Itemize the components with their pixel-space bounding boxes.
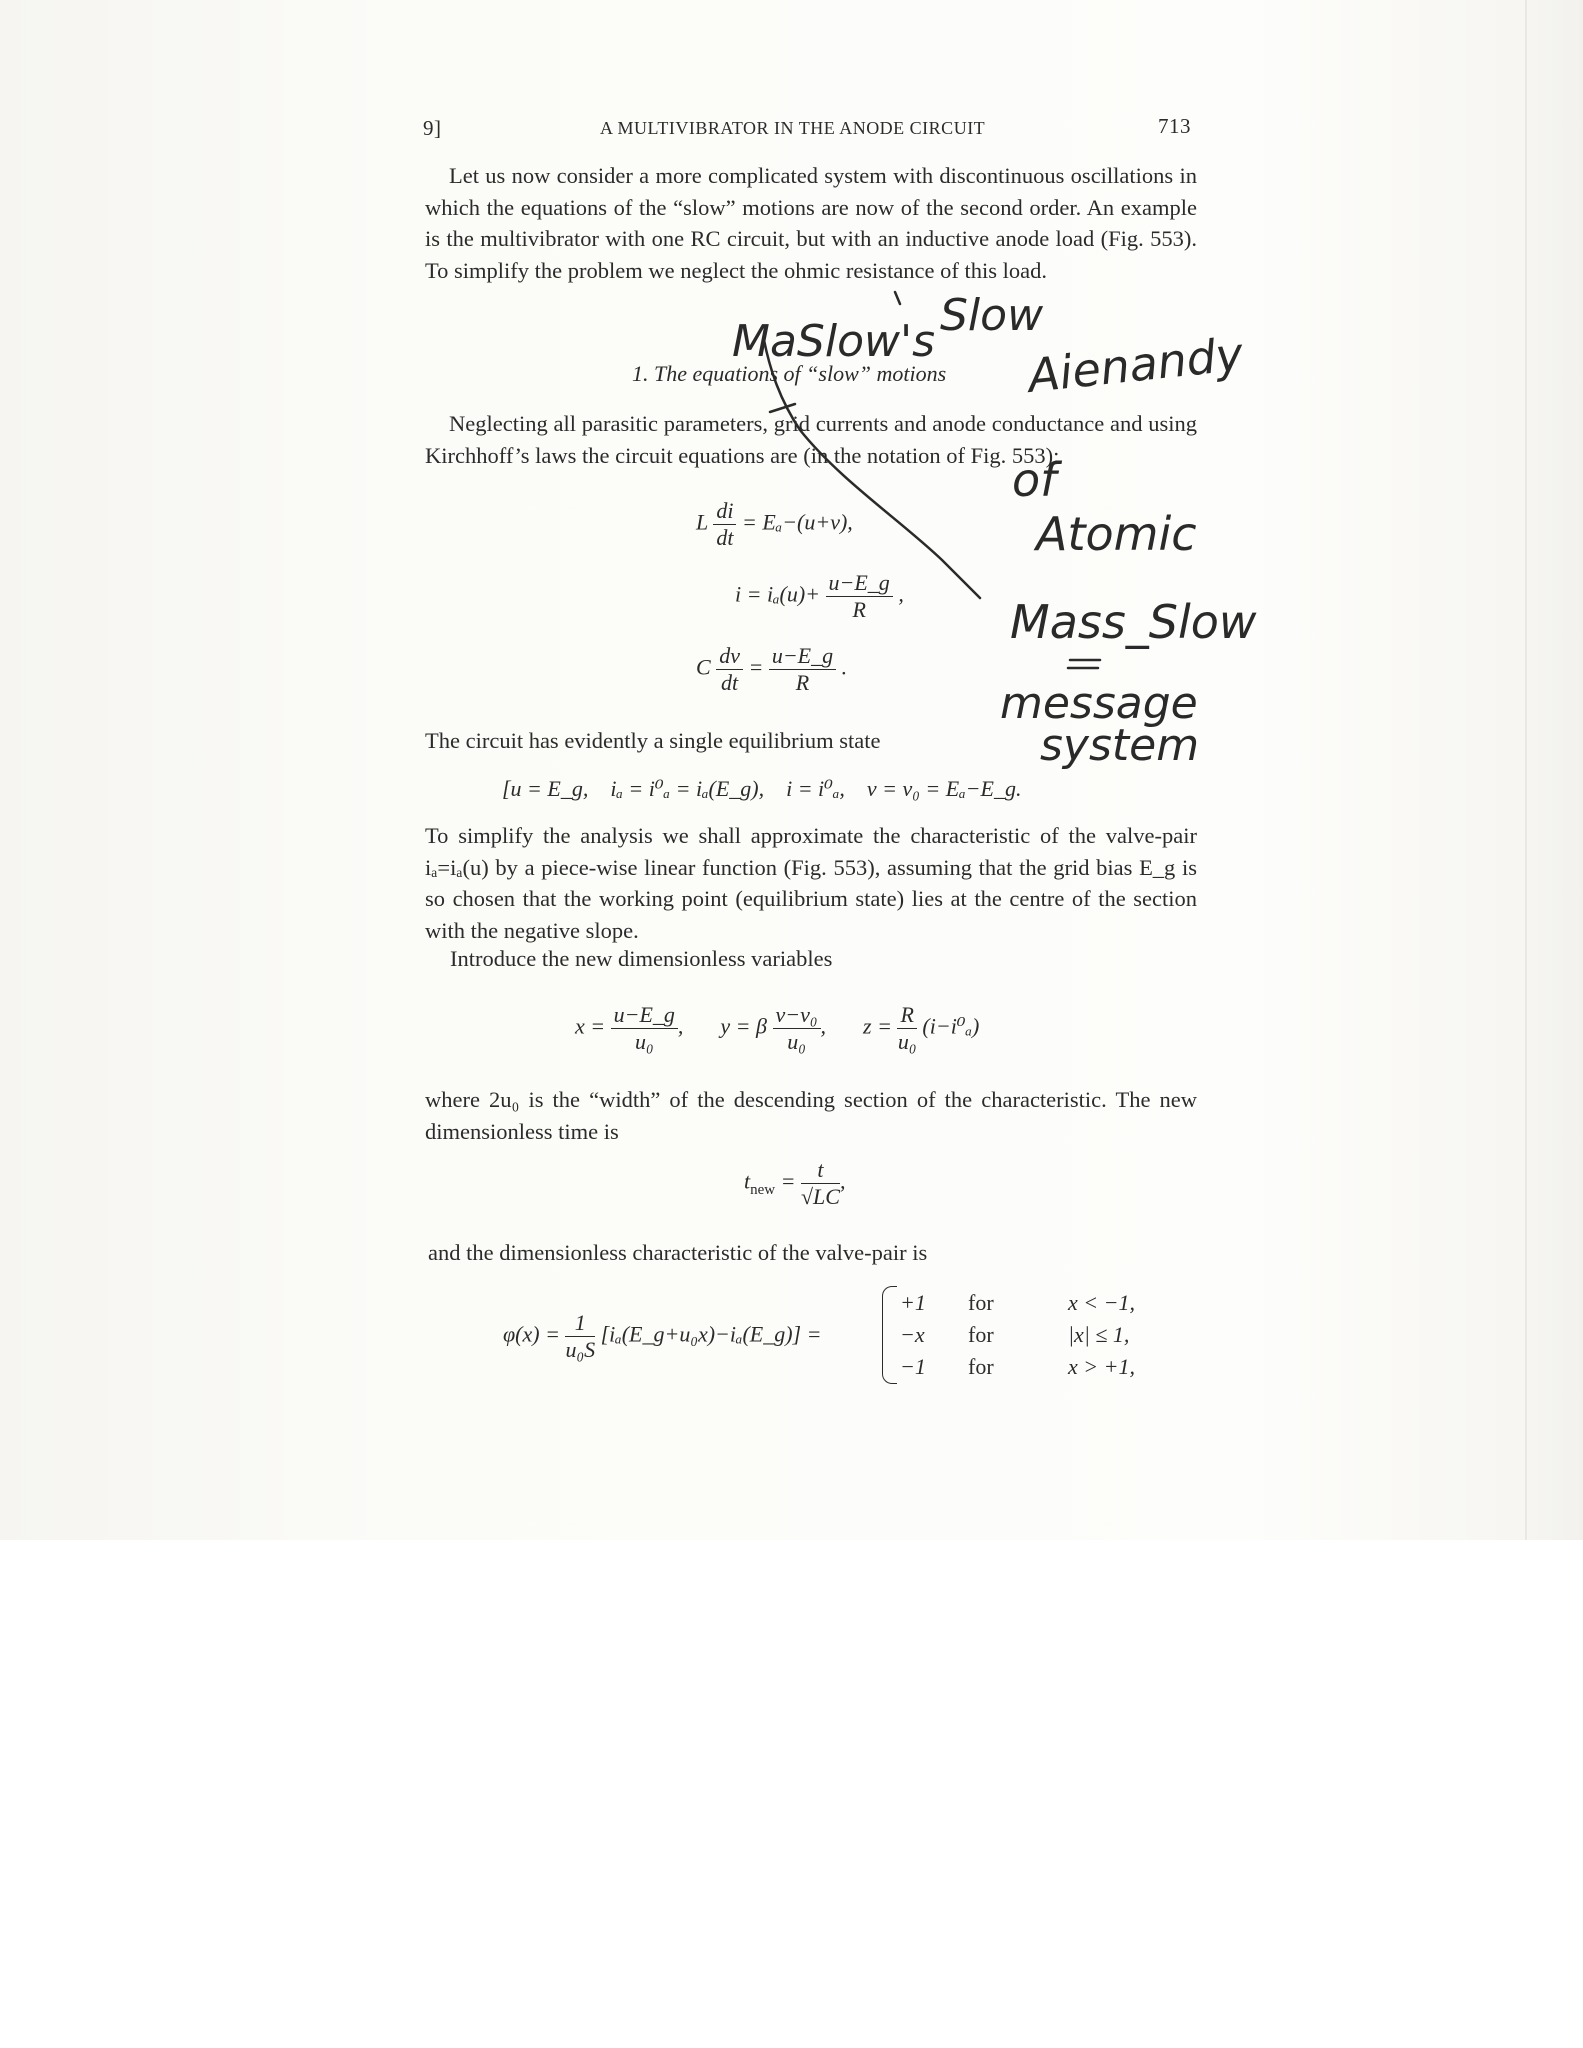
handwritten-mass-slow: Mass_Slow — [1010, 595, 1257, 649]
var-z-num: R — [897, 1002, 916, 1029]
var-x-lhs: x = — [575, 1013, 606, 1039]
case-condition: x > +1, — [1068, 1354, 1135, 1379]
case-word: for — [968, 1354, 994, 1379]
paragraph-characteristic: and the dimensionless characteristic of the valve-pair is — [428, 1240, 928, 1265]
time-end: , — [839, 1168, 846, 1194]
subheading: 1. The equations of “slow” motions — [632, 361, 947, 386]
eq3-den2: R — [795, 670, 810, 695]
eq3-num2: u−E_g — [769, 643, 836, 670]
eq3-lhs: C — [696, 654, 711, 680]
eq1-rhs: = Eₐ−(u+v), — [741, 509, 853, 535]
case-condition: |x| ≤ 1, — [1068, 1322, 1130, 1347]
section-number: 9] — [423, 116, 442, 140]
eq3-end: . — [841, 654, 848, 680]
case-word: for — [968, 1322, 994, 1347]
pen-stroke-arrow — [764, 340, 980, 598]
eq1-num: di — [713, 498, 736, 525]
handwritten-atomic: Atomic — [1036, 507, 1197, 561]
case-condition: x < −1, — [1068, 1290, 1135, 1315]
var-x-num: u−E_g — [611, 1002, 678, 1029]
time-lhs: t — [744, 1168, 751, 1194]
eq3-mid: = — [748, 654, 764, 680]
paragraph-kirchhoff: Neglecting all parasitic parameters, grid currents and anode conductance and using Kirchhoff’s laws the circuit equations are (in the notation of Fig. 553): — [425, 411, 1197, 468]
phi-lhs: φ(x) = — [503, 1321, 560, 1347]
handwritten-maslows: MaSlow's — [732, 316, 936, 367]
eq2-num: u−E_g — [826, 570, 893, 597]
paragraph-equilibrium: The circuit has evidently a single equilibrium state — [425, 728, 881, 753]
var-x-end: , — [677, 1013, 684, 1039]
paragraph-approximation: To simplify the analysis we shall approximate the characteristic of the valve-pair iₐ=iₐ(u) by a piece-wise linear function (Fig. 553), assuming that the grid bias E_g is so chosen that the working point (equilibrium state) lies at the centre of the section with the negative slope. — [425, 823, 1197, 943]
eq2-den: R — [852, 597, 866, 622]
var-z-lhs: z = — [863, 1013, 892, 1039]
var-y-num: v−v₀ — [773, 1002, 821, 1029]
var-y-lhs: y = β — [720, 1013, 767, 1039]
handwritten-message: message — [1000, 678, 1198, 729]
eq2-end: , — [898, 581, 904, 607]
var-z-den: u₀ — [897, 1029, 917, 1054]
eq3-num: dv — [716, 643, 743, 670]
var-y-end: , — [820, 1013, 827, 1039]
pen-underline-mark — [770, 404, 795, 412]
phi-frac-num: 1 — [565, 1310, 595, 1337]
var-x-den: u₀ — [634, 1029, 654, 1054]
pen-double-underline — [1068, 660, 1100, 668]
paragraph-intro: Let us now consider a more complicated system with discontinuous oscillations in which the equations of the “slow” motions are now of the second order. An example is the multivibrator with one RC circuit, but with an inductive anode load (Fig. 553). To simplify the problem we neglect the ohmic resistance of this load. — [425, 163, 1197, 283]
eq2-lhs: i = iₐ(u)+ — [735, 581, 821, 607]
paragraph-width: where 2u₀ is the “width” of the descending section of the characteristic. The new dimensionless time is — [425, 1087, 1197, 1144]
eq1-lhs: L — [696, 509, 708, 535]
var-z-rhs: (i−i⁰ₐ) — [922, 1013, 980, 1039]
handwritten-aienandy: Aienandy — [1025, 326, 1246, 403]
time-lhs-sub: new — [750, 1181, 776, 1198]
time-eq: = — [780, 1168, 796, 1194]
pen-tick — [895, 292, 900, 304]
page-number: 713 — [1158, 114, 1191, 138]
time-den: √LC — [800, 1184, 840, 1209]
phi-bracket: [iₐ(E_g+u₀x)−iₐ(E_g)] = — [600, 1321, 822, 1347]
case-value: +1 — [900, 1290, 926, 1315]
handwritten-of: of — [1012, 453, 1057, 507]
eq3-den: dt — [721, 670, 739, 695]
case-value: −1 — [900, 1354, 926, 1379]
var-y-den: u₀ — [787, 1029, 806, 1054]
handwritten-system: system — [1040, 720, 1200, 771]
time-num: t — [801, 1157, 840, 1184]
phi-frac-den: u₀S — [565, 1337, 596, 1362]
running-title: A MULTIVIBRATOR IN THE ANODE CIRCUIT — [600, 118, 986, 138]
paragraph-new-variables: Introduce the new dimensionless variables — [450, 946, 833, 971]
case-value: −x — [900, 1322, 925, 1347]
eq1-den: dt — [716, 525, 734, 550]
equilibrium-state: [u = E_g, iₐ = i⁰ₐ = iₐ(E_g), i = i⁰ₐ, v = v₀ = Eₐ−E_g. — [502, 776, 1022, 801]
handwritten-slow: Slow — [940, 290, 1044, 341]
case-word: for — [968, 1290, 994, 1315]
